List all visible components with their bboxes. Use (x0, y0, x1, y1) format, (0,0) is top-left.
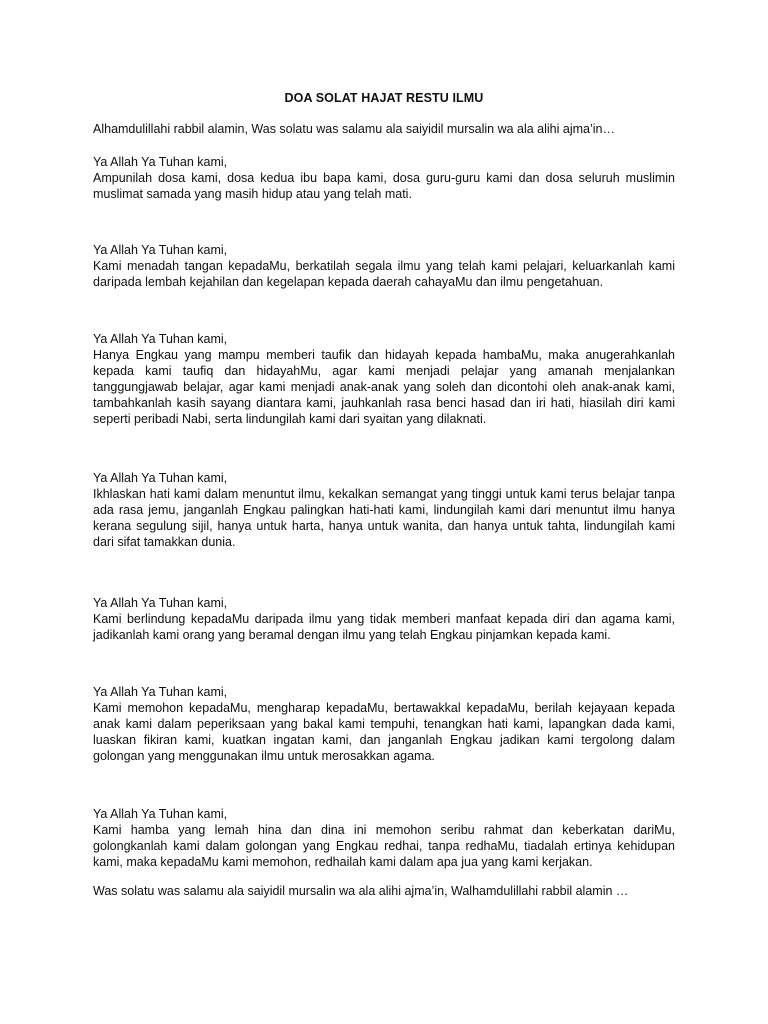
document-title: DOA SOLAT HAJAT RESTU ILMU (284, 91, 484, 105)
paragraph-text: Kami hamba yang lemah hina dan dina ini memohon seribu rahmat dan keberkatan dariMu, golongkanlah kami dalam golongan yang Engkau redhai, tanpa redhaMu, tiadalah ertinya kehidupan kami, maka kepadaMu kami memohon, redhailah kami dalam apa jua yang kami kerjakan. (93, 823, 675, 870)
paragraph-greeting: Ya Allah Ya Tuhan kami, (93, 155, 228, 169)
prayer-paragraph-7 (93, 806, 675, 870)
opening-line: Alhamdulillahi rabbil alamin, Was solatu was salamu ala saiyidil mursalin wa ala alihi ajma’in… (93, 122, 615, 136)
prayer-paragraph-2 (93, 242, 675, 290)
paragraph-greeting: Ya Allah Ya Tuhan kami, (93, 596, 228, 610)
prayer-paragraph-1 (93, 154, 675, 202)
paragraph-text: Kami menadah tangan kepadaMu, berkatilah segala ilmu yang telah kami pelajari, keluarkanlah kami daripada lembah kejahilan dan kegelapan kepada daerah cahayaMu dan ilmu pengetahuan. (93, 259, 675, 290)
paragraph-greeting: Ya Allah Ya Tuhan kami, (93, 471, 228, 485)
prayer-paragraph-4 (93, 470, 675, 550)
paragraph-text: Kami memohon kepadaMu, mengharap kepadaMu, bertawakkal kepadaMu, berilah kejayaan kepada anak kami dalam peperiksaan yang bakal kami tempuhi, tenangkan hati kami, lapangkan dada kami, luaskan fikiran kami, kuatkan ingatan kami, dan janganlah Engkau jadikan kami tergolong dalam golongan yang menggunakan ilmu untuk merosakkan agama. (93, 701, 675, 764)
paragraph-text: Hanya Engkau yang mampu memberi taufik dan hidayah kepada hambaMu, maka anugerahkanlah kepada kami taufiq dan hidayahMu, agar kami menjadi pelajar yang amanah menjalankan tanggungjawab belajar, agar kami menjadi anak-anak yang soleh dan dicontohi oleh anak-anak kami, tambahkanlah kasih sayang diantara kami, jauhkanlah rasa benci hasad dan iri hati, hiasilah diri kami seperti peribadi Nabi, serta lindungilah kami dari syaitan yang dilaknati. (93, 348, 675, 427)
paragraph-greeting: Ya Allah Ya Tuhan kami, (93, 243, 228, 257)
prayer-paragraph-5 (93, 595, 675, 643)
prayer-paragraph-6 (93, 684, 675, 764)
paragraph-text: Kami berlindung kepadaMu daripada ilmu yang tidak memberi manfaat kepada diri dan agama kami, jadikanlah kami orang yang beramal dengan ilmu yang telah Engkau pinjamkan kepada kami. (93, 612, 675, 643)
prayer-paragraph-3 (93, 331, 675, 428)
paragraph-greeting: Ya Allah Ya Tuhan kami, (93, 332, 228, 346)
paragraph-text: Ikhlaskan hati kami dalam menuntut ilmu, kekalkan semangat yang tinggi untuk kami terus belajar tanpa ada rasa jemu, janganlah Engkau palingkan hati-hati kami, lindungilah kami dari menuntut ilmu hanya kerana segulung sijil, hanya untuk harta, hanya untuk wanita, dan hanya untuk tahta, lindungilah kami dari sifat tamakkan dunia. (93, 487, 675, 550)
paragraph-text: Ampunilah dosa kami, dosa kedua ibu bapa kami, dosa guru-guru kami dan dosa seluruh muslimin muslimat samada yang masih hidup atau yang telah mati. (93, 171, 675, 202)
closing-line: Was solatu was salamu ala saiyidil mursalin wa ala alihi ajma’in, Walhamdulillahi rabbil alamin … (93, 884, 629, 898)
paragraph-greeting: Ya Allah Ya Tuhan kami, (93, 807, 228, 821)
paragraph-greeting: Ya Allah Ya Tuhan kami, (93, 685, 228, 699)
